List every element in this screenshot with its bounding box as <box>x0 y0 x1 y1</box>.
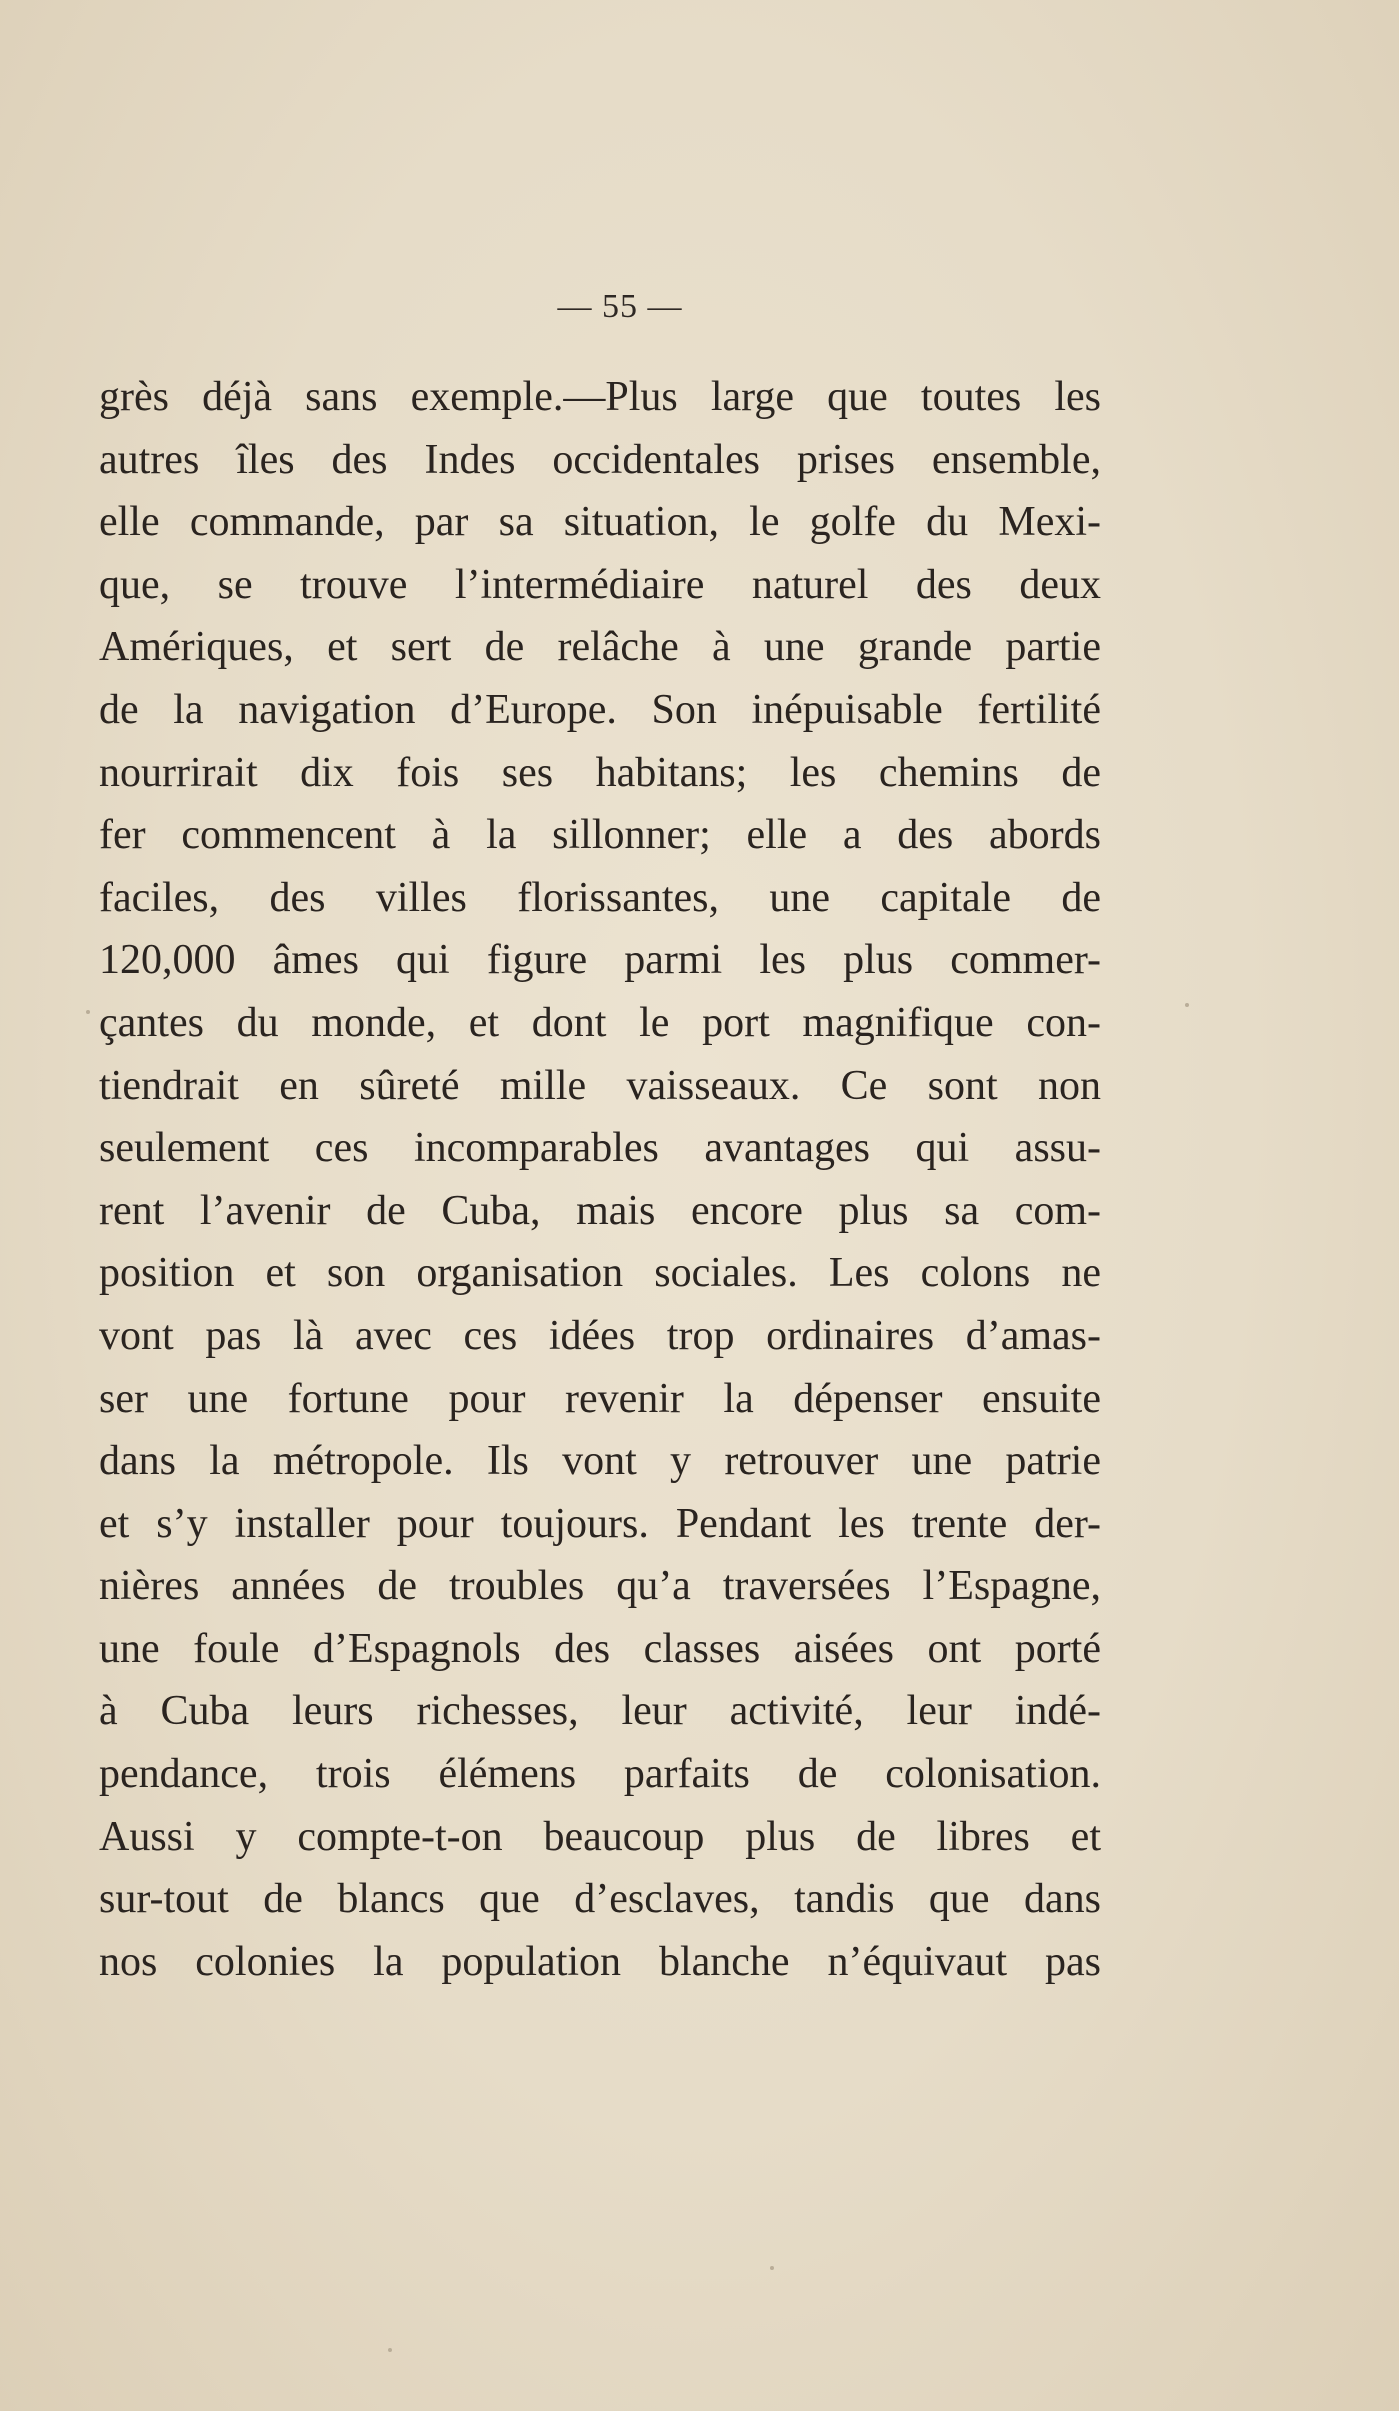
paper-speck <box>388 2348 392 2352</box>
text-line: sur-tout de blancs que d’esclaves, tandis que dans <box>99 1876 1101 1923</box>
page-number: — 55 — <box>557 288 683 325</box>
text-line: vont pas là avec ces idées trop ordinaires d’amas- <box>99 1312 1101 1359</box>
paper-speck <box>86 1010 90 1014</box>
text-line: çantes du monde, et dont le port magnifique con- <box>99 999 1101 1046</box>
text-line: 120,000 âmes qui figure parmi les plus commer- <box>99 937 1101 984</box>
text-line: grès déjà sans exemple.—Plus large que toutes les <box>99 374 1101 420</box>
body-text <box>99 366 1101 1993</box>
text-line: ser une fortune pour revenir la dépenser ensuite <box>99 1375 1101 1422</box>
text-line: Aussi y compte-t-on beaucoup plus de libres et <box>99 1813 1101 1860</box>
text-line: de la navigation d’Europe. Son inépuisable fertilité <box>99 686 1101 733</box>
text-line: position et son organisation sociales. Les colons ne <box>99 1250 1101 1297</box>
paper-speck <box>1185 1003 1189 1007</box>
text-line: dans la métropole. Ils vont y retrouver une patrie <box>99 1438 1101 1485</box>
text-line: Amériques, et sert de relâche à une grande partie <box>99 624 1101 671</box>
text-line: et s’y installer pour toujours. Pendant les trente der- <box>99 1500 1101 1547</box>
text-line: rent l’avenir de Cuba, mais encore plus sa com- <box>99 1187 1101 1234</box>
text-line: nourrirait dix fois ses habitans; les chemins de <box>99 749 1101 796</box>
text-line: pendance, trois élémens parfaits de colonisation. <box>99 1751 1101 1798</box>
text-line: nières années de troubles qu’a traversées l’Espagne, <box>99 1563 1101 1610</box>
text-line: fer commencent à la sillonner; elle a des abords <box>99 812 1101 859</box>
text-line: une foule d’Espagnols des classes aisées ont porté <box>99 1625 1101 1672</box>
text-line: faciles, des villes florissantes, une capitale de <box>99 874 1101 921</box>
text-line: autres îles des Indes occidentales prises ensemble, <box>99 436 1101 483</box>
text-line: tiendrait en sûreté mille vaisseaux. Ce sont non <box>99 1062 1101 1109</box>
text-line: elle commande, par sa situation, le golfe du Mexi- <box>99 499 1101 546</box>
text-line: seulement ces incomparables avantages qui assu- <box>99 1125 1101 1172</box>
text-line: que, se trouve l’intermédiaire naturel des deux <box>99 561 1101 608</box>
text-line: à Cuba leurs richesses, leur activité, leur indé- <box>99 1688 1101 1735</box>
text-line: nos colonies la population blanche n’équivaut pas <box>99 1938 1101 1985</box>
paper-speck <box>770 2266 774 2270</box>
